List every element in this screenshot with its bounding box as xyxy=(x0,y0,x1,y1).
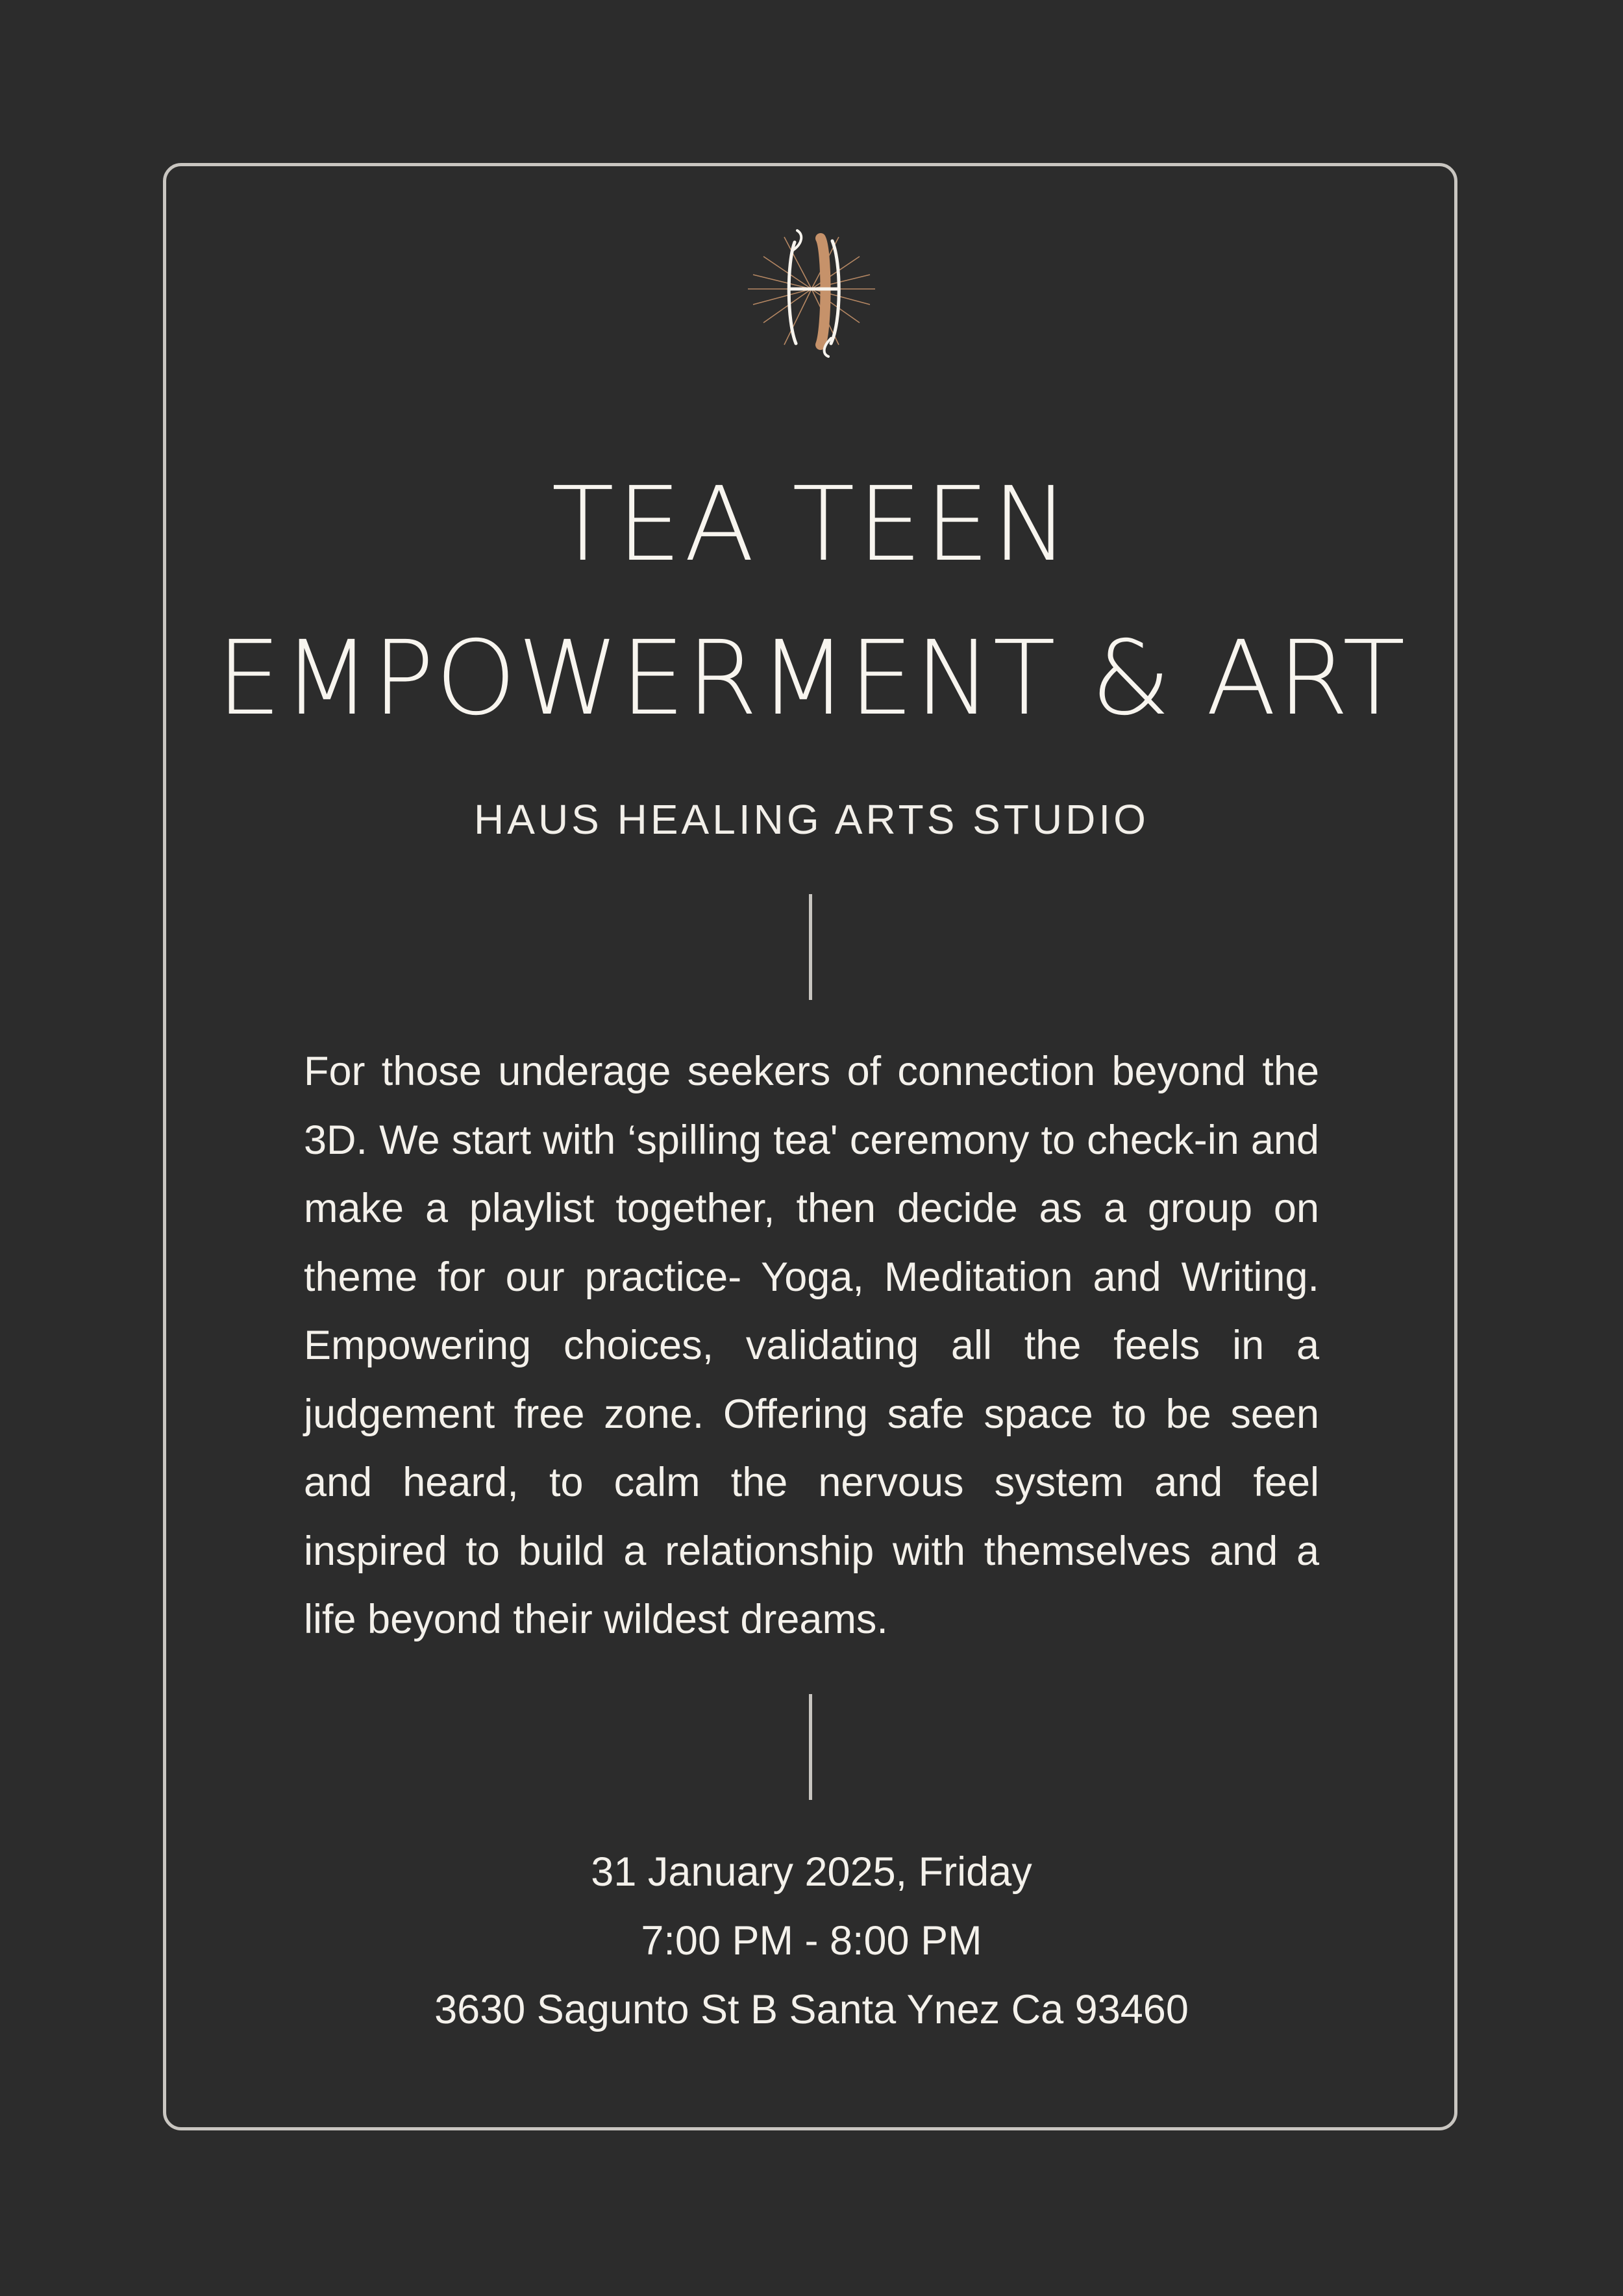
studio-name: HAUS HEALING ARTS STUDIO xyxy=(474,796,1149,843)
divider-bottom xyxy=(809,1694,812,1800)
event-time: 7:00 PM - 8:00 PM xyxy=(641,1918,982,1964)
event-address: 3630 Sagunto St B Santa Ynez Ca 93460 xyxy=(434,1987,1189,2032)
haus-logo-icon xyxy=(744,224,879,358)
event-title-line-2: EMPOWERMENT & ART xyxy=(216,619,1407,738)
event-description: For those underage seekers of connection beyond the 3D. We start with ‘spilling tea' ceremony to check-in and make a playlist together, then decide as a group on theme for our practice- Yoga, Meditation and Writing. Empowering choices, validating all the feels in a judgement free zone. Offering safe space to be seen and heard, to calm the nervous system and feel inspired to build a relationship with themselves and a life beyond their wildest dreams. xyxy=(304,1049,1319,1642)
event-title-line-1: TEA TEEN xyxy=(551,465,1072,584)
event-date: 31 January 2025, Friday xyxy=(591,1849,1032,1895)
divider-top xyxy=(809,894,812,1000)
